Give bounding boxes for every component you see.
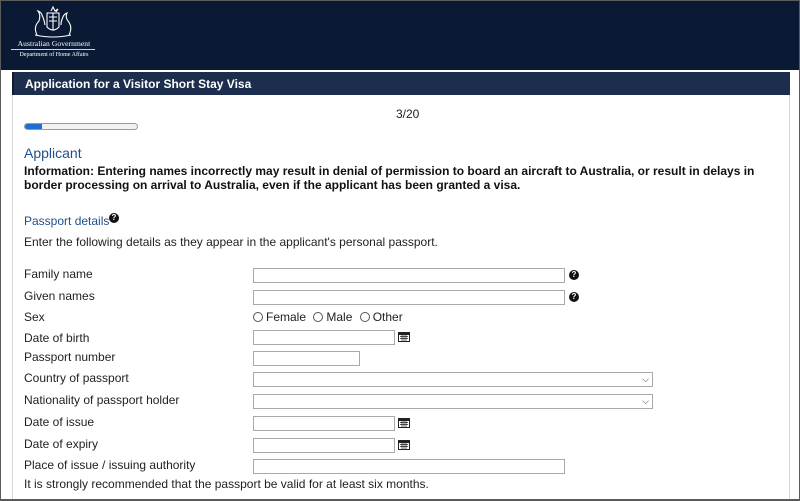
radio-female[interactable] bbox=[253, 312, 263, 322]
coat-of-arms-icon bbox=[27, 5, 79, 39]
nationality-select[interactable] bbox=[253, 394, 653, 409]
sex-option-male[interactable] bbox=[313, 310, 352, 324]
date-of-expiry-label: Date of expiry bbox=[24, 437, 99, 451]
sex-option-label: Other bbox=[372, 310, 403, 324]
title-bar bbox=[12, 72, 790, 96]
sex-option-label: Male bbox=[326, 310, 353, 324]
place-of-issue-label: Place of issue / issuing authority bbox=[24, 458, 196, 472]
page-title: Application for a Visitor Short Stay Visa bbox=[25, 77, 252, 91]
applicant-heading: Applicant bbox=[24, 145, 82, 161]
date-of-birth-label: Date of birth bbox=[24, 331, 90, 345]
sex-label: Sex bbox=[24, 310, 45, 324]
sex-option-female[interactable] bbox=[253, 310, 306, 324]
passport-number-label: Passport number bbox=[24, 350, 116, 364]
date-of-issue-label: Date of issue bbox=[24, 415, 95, 429]
sex-option-label: Female bbox=[266, 310, 307, 324]
progress-bar-fill bbox=[25, 124, 42, 129]
passport-number-input[interactable] bbox=[253, 351, 360, 366]
progress-bar bbox=[24, 123, 138, 130]
date-of-expiry-input[interactable] bbox=[253, 438, 395, 453]
date-of-issue-input[interactable] bbox=[253, 416, 395, 431]
information-notice: Information: Entering names incorrectly may result in denial of permission to board an aircraft to Australia, or result in delays in border processing on arrival to Australia, even if the applicant has been granted a visa. bbox=[24, 164, 755, 192]
nationality-label: Nationality of passport holder bbox=[24, 393, 180, 407]
radio-male[interactable] bbox=[313, 312, 323, 322]
step-indicator: 3/20 bbox=[396, 107, 420, 121]
family-name-label: Family name bbox=[24, 267, 93, 281]
site-header bbox=[1, 1, 799, 70]
place-of-issue-input[interactable] bbox=[253, 459, 565, 474]
page-frame bbox=[1, 1, 799, 499]
given-names-help-icon[interactable]: ? bbox=[569, 292, 579, 302]
government-label: Australian Government bbox=[17, 39, 91, 48]
sex-option-other[interactable] bbox=[360, 310, 403, 324]
country-of-passport-label: Country of passport bbox=[24, 371, 129, 385]
given-names-input[interactable] bbox=[253, 290, 565, 305]
chevron-down-icon: ⌵ bbox=[642, 396, 649, 406]
header-divider bbox=[11, 49, 95, 50]
passport-validity-note: It is strongly recommended that the passport be valid for at least six months. bbox=[24, 477, 429, 491]
help-icon[interactable]: ? bbox=[109, 213, 119, 223]
passport-details-heading: Passport details bbox=[24, 214, 110, 228]
family-name-input[interactable] bbox=[253, 268, 565, 283]
calendar-icon[interactable] bbox=[398, 331, 410, 342]
radio-other[interactable] bbox=[360, 312, 370, 322]
calendar-icon[interactable] bbox=[398, 439, 410, 450]
chevron-down-icon: ⌵ bbox=[642, 374, 649, 384]
passport-instruction: Enter the following details as they appear in the applicant's personal passport. bbox=[24, 235, 438, 249]
department-label: Department of Home Affairs bbox=[19, 52, 89, 58]
given-names-label: Given names bbox=[24, 289, 95, 303]
family-name-help-icon[interactable]: ? bbox=[569, 270, 579, 280]
country-of-passport-select[interactable] bbox=[253, 372, 653, 387]
form-content bbox=[12, 95, 790, 499]
sex-radio-group bbox=[253, 310, 407, 324]
date-of-birth-input[interactable] bbox=[253, 330, 395, 345]
calendar-icon[interactable] bbox=[398, 417, 410, 428]
